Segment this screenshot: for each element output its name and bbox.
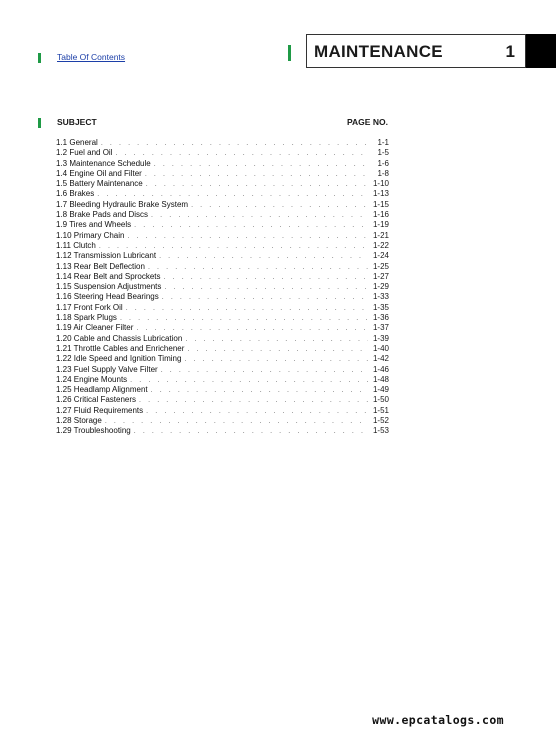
- subject-marker-bar: [38, 118, 41, 128]
- toc-entry-page: 1-5: [377, 148, 389, 158]
- toc-entry-page: 1-25: [372, 261, 389, 271]
- toc-entry[interactable]: [56, 375, 389, 385]
- dot-leader: [146, 180, 368, 190]
- toc-entry-title: 1.26 Critical Fasteners: [56, 395, 137, 405]
- dot-leader: [161, 366, 368, 376]
- toc-entry[interactable]: [56, 272, 389, 282]
- toc-entry[interactable]: [56, 262, 389, 272]
- toc-entry-title: 1.5 Battery Maintenance: [56, 179, 143, 189]
- toc-entry-title: 1.2 Fuel and Oil: [56, 148, 113, 158]
- toc-entry-page: 1-16: [372, 210, 389, 220]
- dot-leader: [101, 139, 368, 149]
- toc-entry[interactable]: [56, 159, 389, 169]
- toc-entry-title: 1.19 Air Cleaner Filter: [56, 323, 134, 333]
- toc-entry[interactable]: [56, 292, 389, 302]
- toc-entry-page: 1-51: [372, 405, 389, 415]
- dot-leader: [130, 376, 368, 386]
- toc-entry-title: 1.12 Transmission Lubricant: [56, 251, 157, 261]
- toc-entry-title: 1.24 Engine Mounts: [56, 374, 128, 384]
- toc-entry-title: 1.22 Idle Speed and Ignition Timing: [56, 354, 182, 364]
- dot-leader: [164, 273, 368, 283]
- chapter-header-box: [306, 34, 526, 68]
- toc-entry-title: 1.1 General: [56, 138, 98, 147]
- toc-entry[interactable]: [56, 200, 389, 210]
- toc-entry-title: 1.16 Steering Head Bearings: [56, 292, 159, 302]
- dot-leader: [154, 160, 368, 170]
- toc-entry[interactable]: [56, 406, 389, 416]
- toc-entry[interactable]: [56, 426, 389, 436]
- toc-entry[interactable]: [56, 395, 389, 405]
- toc-entry-title: 1.21 Throttle Cables and Enrichener: [56, 343, 185, 353]
- toc-entry-page: 1-6: [377, 158, 389, 168]
- toc-entry-page: 1-8: [377, 168, 389, 178]
- dot-leader: [145, 170, 368, 180]
- toc-entry[interactable]: [56, 282, 389, 292]
- toc-entry[interactable]: [56, 354, 389, 364]
- toc-entry-title: 1.28 Storage: [56, 416, 102, 426]
- toc-entry[interactable]: [56, 148, 389, 158]
- dot-leader: [187, 345, 368, 355]
- chapter-tab: [526, 34, 556, 68]
- toc-entry[interactable]: [56, 179, 389, 189]
- toc-entry[interactable]: [56, 251, 389, 261]
- dot-leader: [164, 283, 368, 293]
- toc-entry-page: 1-1: [377, 138, 389, 147]
- dot-leader: [134, 427, 368, 437]
- dot-leader: [105, 417, 368, 427]
- toc-entry-title: 1.23 Fuel Supply Valve Filter: [56, 364, 158, 374]
- toc-entry[interactable]: [56, 169, 389, 179]
- toc-entry-title: 1.6 Brakes: [56, 189, 95, 199]
- chapter-title: MAINTENANCE: [314, 42, 443, 61]
- toc-entry[interactable]: [56, 189, 389, 199]
- dot-leader: [151, 211, 368, 221]
- toc-entry-page: 1-53: [372, 426, 389, 436]
- toc-entry-page: 1-48: [372, 374, 389, 384]
- dot-leader: [185, 335, 368, 345]
- toc-entry-title: 1.9 Tires and Wheels: [56, 220, 132, 230]
- toc-entry-title: 1.14 Rear Belt and Sprockets: [56, 271, 161, 281]
- toc-entry-title: 1.10 Primary Chain: [56, 230, 125, 240]
- chapter-number: 1: [505, 42, 515, 61]
- toc-entry-title: 1.4 Engine Oil and Filter: [56, 168, 142, 178]
- toc-entry-page: 1-52: [372, 416, 389, 426]
- toc-entry-page: 1-46: [372, 364, 389, 374]
- toc-entry[interactable]: [56, 303, 389, 313]
- dot-leader: [126, 304, 368, 314]
- toc-entry-page: 1-19: [372, 220, 389, 230]
- dot-leader: [191, 201, 368, 211]
- dot-leader: [159, 252, 368, 262]
- toc-entry[interactable]: [56, 334, 389, 344]
- toc-entry-page: 1-22: [372, 240, 389, 250]
- toc-entry[interactable]: [56, 241, 389, 251]
- toc-entry[interactable]: [56, 416, 389, 426]
- toc-list: [56, 138, 389, 437]
- toc-entry-page: 1-33: [372, 292, 389, 302]
- toc-entry-title: 1.17 Front Fork Oil: [56, 302, 123, 312]
- chapter-marker-bar: [288, 45, 291, 61]
- toc-marker-bar: [38, 53, 41, 63]
- toc-entry-page: 1-39: [372, 333, 389, 343]
- toc-entry-page: 1-15: [372, 199, 389, 209]
- dot-leader: [127, 232, 368, 242]
- toc-entry-title: 1.13 Rear Belt Deflection: [56, 261, 145, 271]
- dot-leader: [146, 407, 368, 417]
- toc-entry-page: 1-29: [372, 282, 389, 292]
- toc-entry-title: 1.7 Bleeding Hydraulic Brake System: [56, 199, 189, 209]
- watermark: www.epcatalogs.com: [372, 713, 504, 727]
- toc-entry-title: 1.15 Suspension Adjustments: [56, 282, 162, 292]
- toc-entry[interactable]: [56, 231, 389, 241]
- dot-leader: [184, 355, 368, 365]
- toc-entry-title: 1.27 Fluid Requirements: [56, 405, 144, 415]
- toc-entry-title: 1.3 Maintenance Schedule: [56, 158, 151, 168]
- toc-entry-title: 1.8 Brake Pads and Discs: [56, 210, 149, 220]
- toc-entry-title: 1.20 Cable and Chassis Lubrication: [56, 333, 183, 343]
- toc-entry[interactable]: [56, 313, 389, 323]
- toc-entry-page: 1-35: [372, 302, 389, 312]
- toc-entry-page: 1-10: [372, 179, 389, 189]
- toc-entry-title: 1.29 Troubleshooting: [56, 426, 131, 436]
- dot-leader: [148, 263, 368, 273]
- toc-entry-page: 1-40: [372, 343, 389, 353]
- toc-entry-page: 1-49: [372, 385, 389, 395]
- table-of-contents-link[interactable]: Table Of Contents: [57, 52, 126, 62]
- toc-entry[interactable]: [56, 210, 389, 220]
- toc-entry[interactable]: [56, 365, 389, 375]
- toc-entry[interactable]: [56, 385, 389, 395]
- subject-column-header: SUBJECT: [57, 117, 97, 127]
- page-column-header: PAGE NO.: [347, 117, 388, 127]
- toc-entry[interactable]: [56, 323, 389, 333]
- toc-entry[interactable]: [56, 344, 389, 354]
- toc-entry-page: 1-27: [372, 271, 389, 281]
- toc-entry-page: 1-13: [372, 189, 389, 199]
- toc-entry-title: 1.11 Clutch: [56, 240, 96, 250]
- toc-entry-page: 1-36: [372, 313, 389, 323]
- toc-entry[interactable]: [56, 138, 389, 148]
- toc-entry-title: 1.25 Headlamp Alignment: [56, 385, 148, 395]
- toc-entry-page: 1-21: [372, 230, 389, 240]
- toc-entry-title: 1.18 Spark Plugs: [56, 313, 117, 323]
- dot-leader: [139, 396, 368, 406]
- dot-leader: [115, 149, 368, 159]
- dot-leader: [120, 314, 368, 324]
- toc-entry-page: 1-42: [372, 354, 389, 364]
- toc-entry-page: 1-50: [372, 395, 389, 405]
- dot-leader: [134, 221, 368, 231]
- toc-entry-page: 1-37: [372, 323, 389, 333]
- toc-entry[interactable]: [56, 220, 389, 230]
- dot-leader: [151, 386, 368, 396]
- toc-entry-page: 1-24: [372, 251, 389, 261]
- dot-leader: [162, 293, 368, 303]
